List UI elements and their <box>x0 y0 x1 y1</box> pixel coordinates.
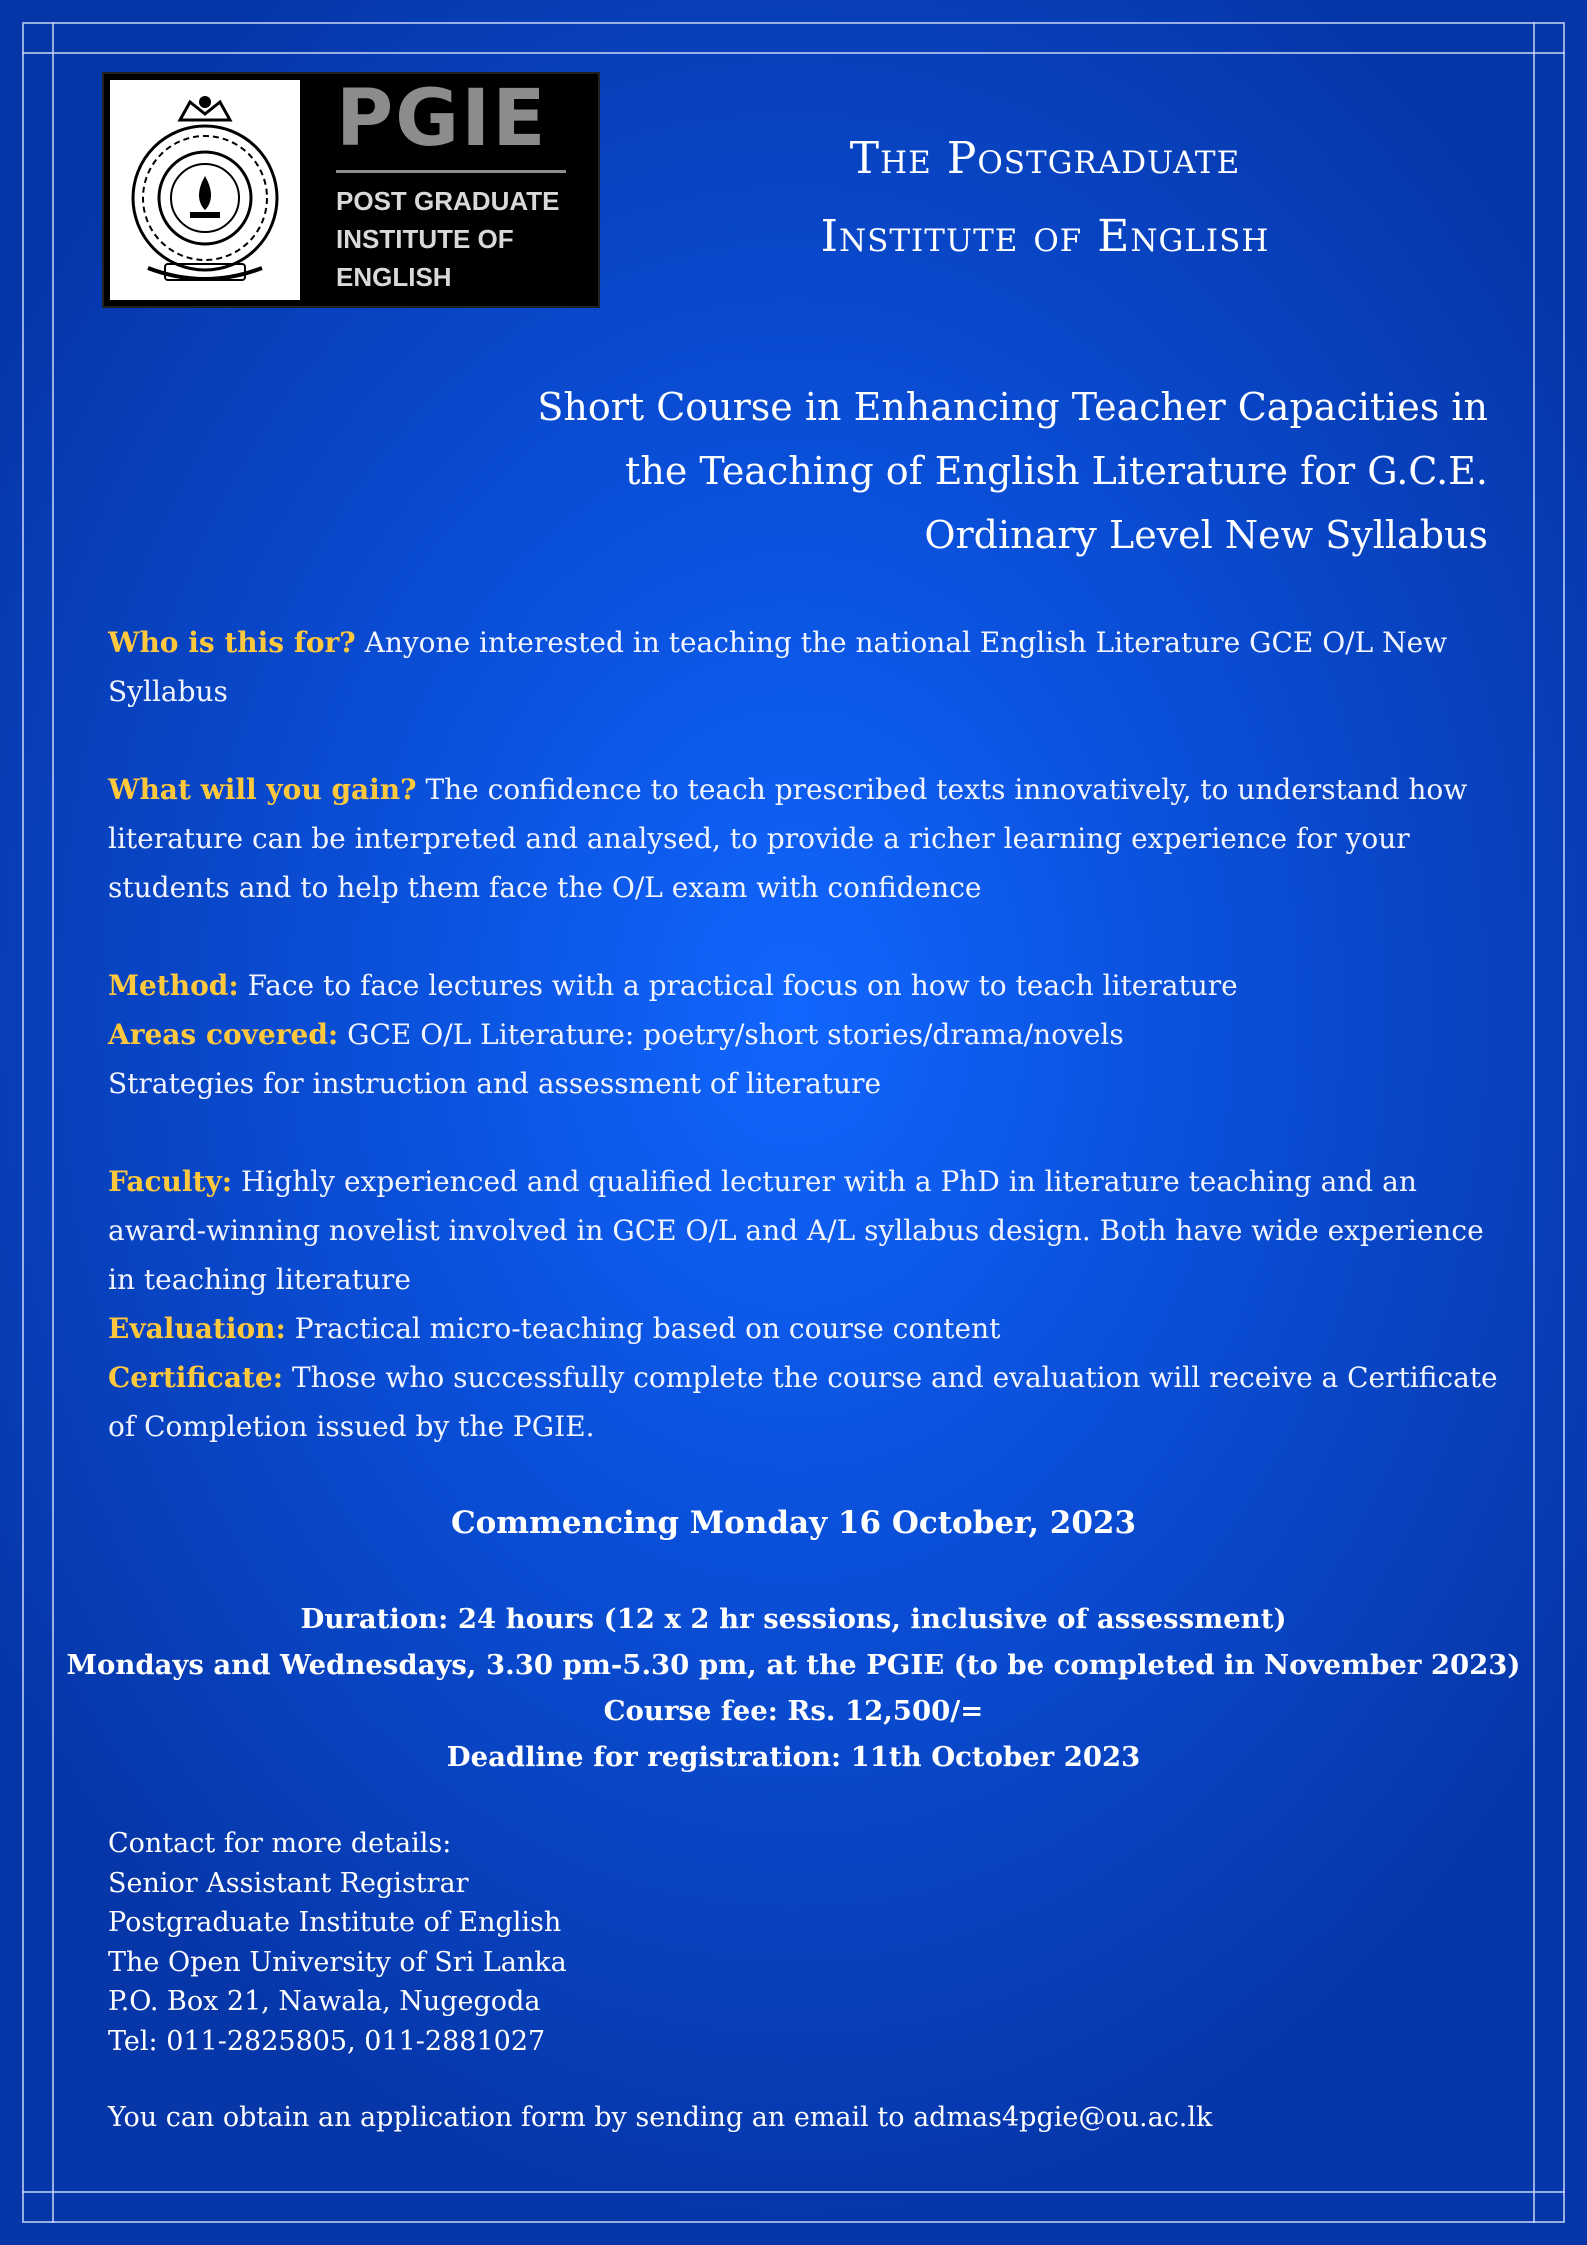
corner-ornament <box>22 22 54 54</box>
areas-section <box>108 1010 1508 1059</box>
institute-title-line: The Postgraduate <box>849 133 1241 184</box>
institute-title <box>700 120 1390 276</box>
institute-title-line: Institute of English <box>820 211 1270 262</box>
gain-text: The confidence to teach prescribed texts innovatively, to understand how literature can be interpreted and analysed, to provide a richer learning experience for your students and to help them face the O/L exam with confidence <box>108 773 1468 904</box>
application-note: You can obtain an application form by sending an email to admas4pgie@ou.ac.lk <box>108 2102 1213 2133</box>
commencing-date: Commencing Monday 16 October, 2023 <box>450 1505 1137 1541</box>
areas-text: GCE O/L Literature: poetry/short stories/drama/novels <box>338 1018 1124 1051</box>
course-title-line: Ordinary Level New Syllabus <box>924 513 1488 557</box>
certificate-label: Certificate: <box>108 1361 284 1394</box>
course-title-line: the Teaching of English Literature for G.C.E. <box>625 449 1488 493</box>
pgie-logo <box>102 72 600 308</box>
contact-block <box>108 1824 567 2061</box>
corner-ornament <box>1533 22 1565 54</box>
contact-title: Senior Assistant Registrar <box>108 1867 469 1899</box>
duration-line: Duration: 24 hours (12 x 2 hr sessions, inclusive of assessment) <box>300 1603 1287 1635</box>
logo-subtitle-line: ENGLISH <box>336 262 452 292</box>
gain-section <box>108 765 1508 912</box>
logo-subtitle <box>336 182 559 296</box>
course-title-line: Short Course in Enhancing Teacher Capacities in <box>537 385 1488 429</box>
evaluation-label: Evaluation: <box>108 1312 286 1345</box>
contact-heading: Contact for more details: <box>108 1828 452 1859</box>
logo-divider <box>336 170 566 173</box>
corner-ornament <box>22 2191 54 2223</box>
who-section <box>108 618 1508 716</box>
evaluation-section <box>108 1304 1508 1353</box>
course-title <box>420 375 1488 567</box>
method-section <box>108 961 1508 1010</box>
seal-emblem-icon <box>110 80 300 300</box>
deadline-line: Deadline for registration: 11th October 2023 <box>446 1741 1141 1773</box>
faculty-text: Highly experienced and qualified lecturer with a PhD in literature teaching and an award-winning novelist involved in GCE O/L and A/L syllabus design. Both have wide experience in teaching literature <box>108 1165 1484 1296</box>
fee-line: Course fee: Rs. 12,500/= <box>603 1695 984 1727</box>
contact-address: P.O. Box 21, Nawala, Nugegoda <box>108 1986 541 2017</box>
who-text: Anyone interested in teaching the national English Literature GCE O/L New Syllabus <box>108 626 1448 708</box>
spacer <box>108 912 1508 961</box>
evaluation-text: Practical micro-teaching based on course content <box>285 1312 1001 1345</box>
logo-acronym: PGIE <box>336 74 548 164</box>
method-text: Face to face lectures with a practical focus on how to teach literature <box>238 969 1238 1002</box>
spacer <box>108 1108 1508 1157</box>
gain-label: What will you gain? <box>108 773 417 806</box>
faculty-label: Faculty: <box>108 1165 233 1198</box>
corner-ornament <box>1533 2191 1565 2223</box>
course-logistics <box>60 1596 1527 1780</box>
schedule-line: Mondays and Wednesdays, 3.30 pm-5.30 pm, at the PGIE (to be completed in November 2023) <box>66 1649 1521 1681</box>
contact-university: The Open University of Sri Lanka <box>108 1946 567 1978</box>
logo-subtitle-line: INSTITUTE OF <box>336 224 514 254</box>
method-label: Method: <box>108 969 239 1002</box>
spacer <box>108 716 1508 765</box>
certificate-section <box>108 1353 1508 1451</box>
university-seal <box>110 80 300 300</box>
areas-label: Areas covered: <box>108 1018 339 1051</box>
faculty-section <box>108 1157 1508 1304</box>
areas-extra: Strategies for instruction and assessment of literature <box>108 1067 882 1100</box>
contact-institute: Postgraduate Institute of English <box>108 1907 562 1938</box>
course-details <box>108 618 1508 1451</box>
contact-phone: Tel: 011-2825805, 011-2881027 <box>108 2025 546 2057</box>
logo-subtitle-line: POST GRADUATE <box>336 186 560 216</box>
who-label: Who is this for? <box>108 626 356 659</box>
certificate-text: Those who successfully complete the course and evaluation will receive a Certificate of Completion issued by the PGIE. <box>108 1361 1498 1443</box>
